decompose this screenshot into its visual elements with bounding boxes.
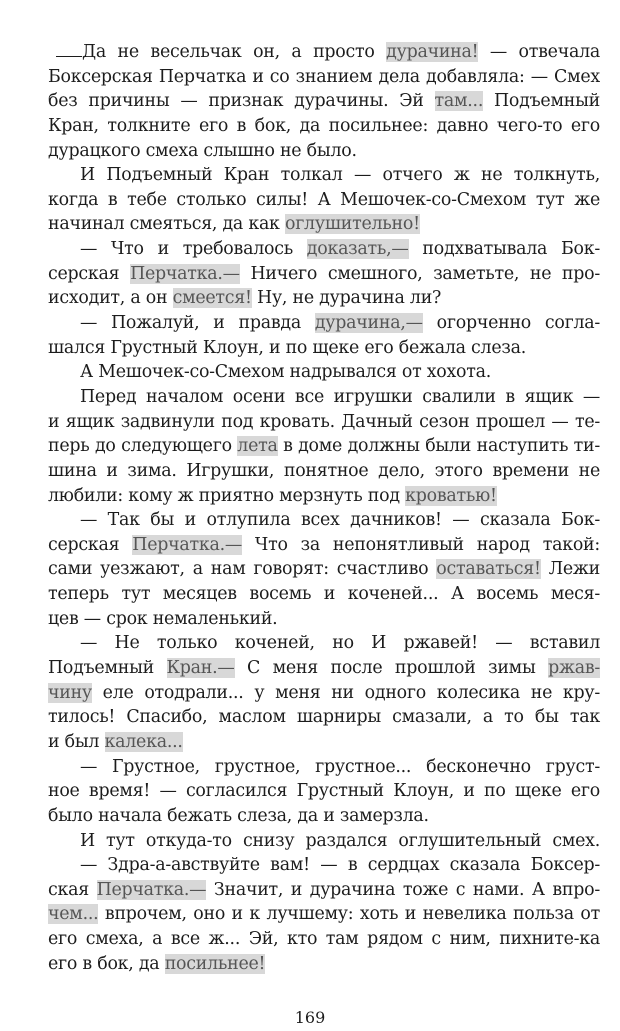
- text-line: [48, 139, 600, 164]
- highlighted-word: оставаться!: [436, 559, 541, 580]
- text-run: Боксерская Перчатка и со знанием дела добавляла: — Смех: [48, 66, 600, 87]
- text-run: любили: кому ж приятно мерзнуть под: [48, 485, 406, 506]
- highlighted-word: Перчатка.—: [96, 879, 207, 900]
- text-line: [48, 212, 600, 237]
- text-line: [48, 434, 600, 459]
- text-line: [48, 114, 600, 139]
- text-run: шался Грустный Клоун, и по щеке его бежала слеза.: [48, 337, 527, 358]
- text-line: [48, 237, 600, 262]
- text-line: [48, 705, 600, 730]
- text-run: Кран, толкните его в бок, да посильнее: давно чего-то его: [48, 115, 600, 136]
- highlighted-word: Кран.—: [166, 658, 235, 679]
- highlighted-word: чину: [48, 682, 92, 703]
- text-run: его смеха, а все ж... Эй, кто там рядом с ним, пихните-ка: [48, 929, 600, 950]
- highlighted-word: смеется!: [172, 288, 252, 309]
- text-run: в доме должны были наступить ти-: [277, 436, 600, 457]
- text-run: Что за непонятливый народ такой:: [242, 534, 601, 555]
- text-line: [48, 484, 600, 509]
- text-line: [48, 730, 600, 755]
- text-run: И тут откуда-то снизу раздался оглушительный смех.: [80, 830, 600, 851]
- text-run: его в бок, да: [48, 953, 165, 974]
- text-run: Ну, не дурачина ли?: [251, 288, 442, 309]
- text-run: перь до следующего: [48, 436, 238, 457]
- text-line: [48, 65, 600, 90]
- highlighted-word: оглушительно!: [284, 214, 420, 235]
- text-run: — Так бы и отлупила всех дачников! — сказала Бок-: [80, 510, 600, 531]
- text-line: [48, 40, 600, 65]
- text-line: [48, 89, 600, 114]
- text-run: — Пожалуй, и правда: [80, 313, 315, 334]
- text-run: — Что и требовалось: [80, 239, 307, 260]
- text-line: [48, 385, 600, 410]
- highlighted-word: ржав-: [548, 658, 600, 679]
- highlighted-word: доказать,—: [306, 239, 409, 260]
- highlighted-word: Перчатка.—: [130, 263, 240, 284]
- highlighted-word: калека...: [104, 731, 183, 752]
- underline-mark: [56, 40, 82, 57]
- text-run: дурацкого смеха слышно не было.: [48, 140, 357, 161]
- text-line: [48, 311, 600, 336]
- text-line: [48, 557, 600, 582]
- highlighted-word: кроватью!: [405, 485, 497, 506]
- text-run: сами уезжают, а нам говорят: счастливо: [48, 559, 437, 580]
- text-run: А Мешочек-со-Смехом надрывался от хохота.: [80, 362, 492, 383]
- text-run: — Не только коченей, но И ржавей! — вставил: [80, 633, 600, 654]
- text-run: — Грустное, грустное, грустное... бесконечно груст-: [80, 756, 600, 777]
- highlighted-word: посильнее!: [164, 953, 266, 974]
- text-run: и ящик задвинули под кровать. Дачный сезон прошел — те-: [48, 411, 600, 432]
- text-run: цев — срок немаленький.: [48, 608, 278, 629]
- text-line: [48, 878, 600, 903]
- text-run: Да не весельчак он, а просто: [82, 42, 387, 62]
- text-run: Лежи: [540, 559, 600, 580]
- text-run: Подъемный: [48, 658, 167, 679]
- highlighted-word: там...: [434, 91, 484, 112]
- text-line: [48, 286, 600, 311]
- text-line: [48, 656, 600, 681]
- text-line: [48, 853, 600, 878]
- text-run: тилось! Спасибо, маслом шарниры смазали, а то бы так: [48, 707, 600, 728]
- text-run: огорченно согла-: [422, 313, 601, 334]
- highlighted-word: чем...: [48, 904, 99, 925]
- text-line: [48, 607, 600, 632]
- text-run: исходит, а он: [48, 288, 173, 309]
- text-line: [48, 163, 600, 188]
- text-run: Значит, и дурачина тоже с нами. А впро-: [206, 879, 600, 900]
- text-line: [48, 508, 600, 533]
- text-line: [48, 459, 600, 484]
- text-run: без причины — признак дурачины. Эй: [48, 91, 435, 112]
- highlighted-word: лета: [237, 436, 278, 457]
- text-line: [48, 336, 600, 361]
- text-run: Ничего смешного, заметьте, не про-: [239, 263, 601, 284]
- text-run: когда в тебе столько силы! А Мешочек-со-Смехом тут же: [48, 189, 600, 210]
- text-run: начинал смеяться, да как: [48, 214, 285, 235]
- text-line: [48, 188, 600, 213]
- text-run: С меня после прошлой зимы: [234, 658, 549, 679]
- text-run: ская: [48, 879, 97, 900]
- text-line: [48, 927, 600, 952]
- text-run: Перед началом осени все игрушки свалили в ящик —: [80, 386, 600, 407]
- text-line: [48, 755, 600, 780]
- text-run: было начала бежать слеза, да и замерзла.: [48, 805, 429, 826]
- text-line: [48, 952, 600, 977]
- text-line: [48, 410, 600, 435]
- text-line: [48, 681, 600, 706]
- page-number: 169: [294, 1008, 326, 1027]
- text-run: подхватывала Бок-: [408, 239, 601, 260]
- text-line: [48, 262, 600, 287]
- text-line: [48, 360, 600, 385]
- text-run: шина и зима. Игрушки, понятное дело, этого времени не: [48, 460, 600, 481]
- text-line: [48, 902, 600, 927]
- text-line: [48, 582, 600, 607]
- text-run: — Здра-а-авствуйте вам! — в сердцах сказала Боксер-: [80, 855, 600, 876]
- text-line: [48, 533, 600, 558]
- text-line: [48, 829, 600, 854]
- highlighted-word: дурачина,—: [314, 313, 423, 334]
- text-run: еле отодрали... у меня ни одного колесика не кру-: [91, 682, 600, 703]
- text-run: серская: [48, 263, 131, 284]
- text-run: ное время! — согласился Грустный Клоун, и по щеке его: [48, 781, 600, 802]
- highlighted-word: Перчатка.—: [132, 534, 243, 555]
- text-run: теперь тут месяцев восемь и коченей... А восемь меся-: [48, 584, 600, 605]
- text-line: [48, 779, 600, 804]
- text-run: и был: [48, 731, 105, 752]
- text-run: впрочем, оно и к лучшему: хоть и невелика польза от: [98, 904, 600, 925]
- text-run: И Подъемный Кран толкал — отчего ж не толкнуть,: [80, 165, 600, 186]
- highlighted-word: дурачина!: [386, 42, 479, 62]
- text-run: серская: [48, 534, 133, 555]
- text-line: [48, 804, 600, 829]
- page-text: [48, 40, 600, 976]
- text-line: [48, 631, 600, 656]
- text-run: Подъемный: [483, 91, 601, 112]
- text-run: — отвечала: [478, 42, 600, 62]
